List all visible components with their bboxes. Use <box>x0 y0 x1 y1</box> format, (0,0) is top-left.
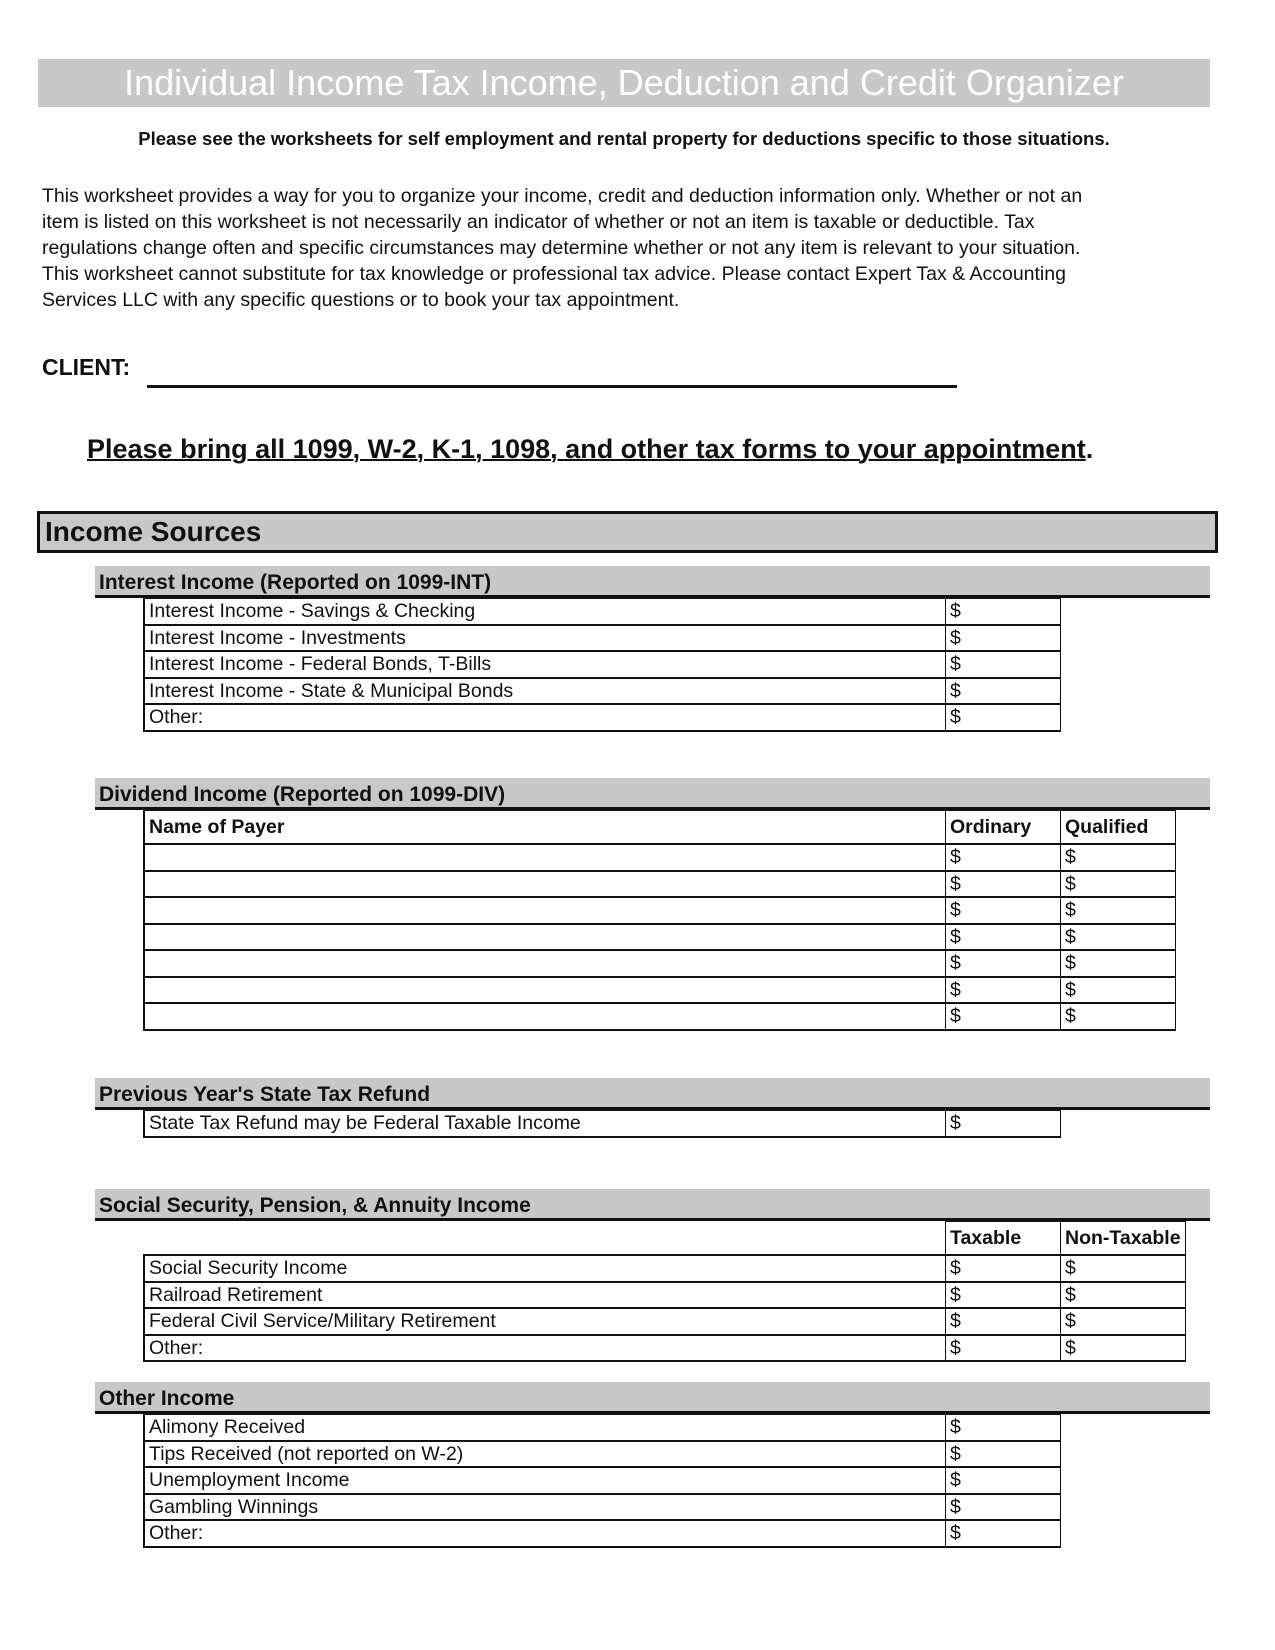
non-taxable-field[interactable]: $ <box>1061 1282 1186 1309</box>
row-label: Tips Received (not reported on W-2) <box>144 1441 946 1468</box>
row-label: Social Security Income <box>144 1255 946 1282</box>
amount-field[interactable]: $ <box>946 1467 1061 1494</box>
row-label: Other: <box>144 1335 946 1362</box>
state-refund-heading: Previous Year's State Tax Refund <box>95 1078 1210 1110</box>
dividend-income-heading: Dividend Income (Reported on 1099-DIV) <box>95 778 1210 810</box>
client-label: CLIENT: <box>42 354 131 380</box>
table-row <box>144 678 1061 705</box>
table-row <box>144 977 1176 1004</box>
social-security-table <box>143 1221 1186 1362</box>
table-row <box>144 1441 1061 1468</box>
table-row <box>144 1111 1061 1137</box>
table-row <box>144 1282 1185 1309</box>
intro-line: This worksheet cannot substitute for tax knowledge or professional tax advice. Please contact Expert Tax & Accounting <box>42 263 1066 285</box>
taxable-field[interactable]: $ <box>946 1335 1061 1362</box>
taxable-field[interactable]: $ <box>946 1308 1061 1335</box>
header-spacer <box>144 1222 946 1256</box>
qualified-field[interactable]: $ <box>1061 871 1176 898</box>
table-row <box>144 871 1176 898</box>
table-row <box>144 704 1061 731</box>
row-label: Interest Income - Federal Bonds, T-Bills <box>144 651 946 678</box>
payer-field[interactable] <box>144 844 946 871</box>
table-row <box>144 1335 1185 1362</box>
payer-field[interactable] <box>144 871 946 898</box>
bring-forms-text: Please bring all 1099, W-2, K-1, 1098, and other tax forms to your appointment <box>87 434 1086 464</box>
qualified-field[interactable]: $ <box>1061 924 1176 951</box>
amount-field[interactable]: $ <box>946 1494 1061 1521</box>
payer-field[interactable] <box>144 1003 946 1030</box>
table-row <box>144 1467 1061 1494</box>
amount-field[interactable]: $ <box>946 625 1061 652</box>
table-row <box>144 625 1061 652</box>
intro-line: item is listed on this worksheet is not necessarily an indicator of whether or not an item is taxable or deductible. Tax <box>42 211 1035 233</box>
social-security-heading: Social Security, Pension, & Annuity Income <box>95 1189 1210 1221</box>
amount-field[interactable]: $ <box>946 678 1061 705</box>
payer-field[interactable] <box>144 950 946 977</box>
non-taxable-field[interactable]: $ <box>1061 1308 1186 1335</box>
table-row <box>144 1494 1061 1521</box>
taxable-field[interactable]: $ <box>946 1255 1061 1282</box>
table-row <box>144 1255 1185 1282</box>
bring-forms-notice <box>87 434 1093 465</box>
non-taxable-field[interactable]: $ <box>1061 1335 1186 1362</box>
qualified-field[interactable]: $ <box>1061 950 1176 977</box>
row-label: Unemployment Income <box>144 1467 946 1494</box>
amount-field[interactable]: $ <box>946 1415 1061 1441</box>
interest-income-heading: Interest Income (Reported on 1099-INT) <box>95 566 1210 598</box>
col-qualified: Qualified <box>1061 811 1176 845</box>
payer-field[interactable] <box>144 897 946 924</box>
intro-line: regulations change often and specific circumstances may determine whether or not any item is relevant to your situation. <box>42 237 1081 259</box>
ordinary-field[interactable]: $ <box>946 871 1061 898</box>
row-label: State Tax Refund may be Federal Taxable Income <box>144 1111 946 1137</box>
table-row <box>144 924 1176 951</box>
intro-line: Services LLC with any specific questions or to book your tax appointment. <box>42 289 680 311</box>
table-row <box>144 599 1061 625</box>
income-sources-heading: Income Sources <box>37 511 1218 553</box>
table-header-row <box>144 811 1176 845</box>
row-label: Interest Income - Savings & Checking <box>144 599 946 625</box>
interest-income-table <box>143 598 1061 732</box>
table-row <box>144 1308 1185 1335</box>
table-row <box>144 1520 1061 1547</box>
qualified-field[interactable]: $ <box>1061 977 1176 1004</box>
ordinary-field[interactable]: $ <box>946 950 1061 977</box>
table-row <box>144 651 1061 678</box>
amount-field[interactable]: $ <box>946 651 1061 678</box>
row-label: Other: <box>144 1520 946 1547</box>
dividend-income-table <box>143 810 1176 1031</box>
table-row <box>144 1415 1061 1441</box>
amount-field[interactable]: $ <box>946 704 1061 731</box>
page-title: Individual Income Tax Income, Deduction and Credit Organizer <box>38 59 1210 107</box>
col-ordinary: Ordinary <box>946 811 1061 845</box>
ordinary-field[interactable]: $ <box>946 844 1061 871</box>
row-label: Other: <box>144 704 946 731</box>
bring-forms-period: . <box>1085 434 1094 464</box>
row-label: Interest Income - Investments <box>144 625 946 652</box>
qualified-field[interactable]: $ <box>1061 897 1176 924</box>
table-row <box>144 1003 1176 1030</box>
amount-field[interactable]: $ <box>946 1111 1061 1137</box>
state-refund-table <box>143 1110 1061 1138</box>
amount-field[interactable]: $ <box>946 1520 1061 1547</box>
table-row <box>144 950 1176 977</box>
other-income-table <box>143 1414 1061 1548</box>
ordinary-field[interactable]: $ <box>946 977 1061 1004</box>
ordinary-field[interactable]: $ <box>946 1003 1061 1030</box>
row-label: Gambling Winnings <box>144 1494 946 1521</box>
table-row <box>144 844 1176 871</box>
qualified-field[interactable]: $ <box>1061 1003 1176 1030</box>
qualified-field[interactable]: $ <box>1061 844 1176 871</box>
row-label: Federal Civil Service/Military Retirement <box>144 1308 946 1335</box>
col-non-taxable: Non-Taxable <box>1061 1222 1186 1256</box>
worksheet-note: Please see the worksheets for self employment and rental property for deductions specific to those situations. <box>138 128 1110 149</box>
amount-field[interactable]: $ <box>946 599 1061 625</box>
table-header-row <box>144 1222 1185 1256</box>
payer-field[interactable] <box>144 977 946 1004</box>
row-label: Railroad Retirement <box>144 1282 946 1309</box>
non-taxable-field[interactable]: $ <box>1061 1255 1186 1282</box>
ordinary-field[interactable]: $ <box>946 924 1061 951</box>
col-taxable: Taxable <box>946 1222 1061 1256</box>
ordinary-field[interactable]: $ <box>946 897 1061 924</box>
amount-field[interactable]: $ <box>946 1441 1061 1468</box>
client-name-field[interactable] <box>147 385 957 388</box>
intro-line: This worksheet provides a way for you to organize your income, credit and deduction information only. Whether or not an <box>42 185 1083 207</box>
row-label: Interest Income - State & Municipal Bonds <box>144 678 946 705</box>
payer-field[interactable] <box>144 924 946 951</box>
col-name-of-payer: Name of Payer <box>144 811 946 845</box>
row-label: Alimony Received <box>144 1415 946 1441</box>
intro-paragraph <box>42 183 1192 313</box>
taxable-field[interactable]: $ <box>946 1282 1061 1309</box>
table-row <box>144 897 1176 924</box>
other-income-heading: Other Income <box>95 1382 1210 1414</box>
